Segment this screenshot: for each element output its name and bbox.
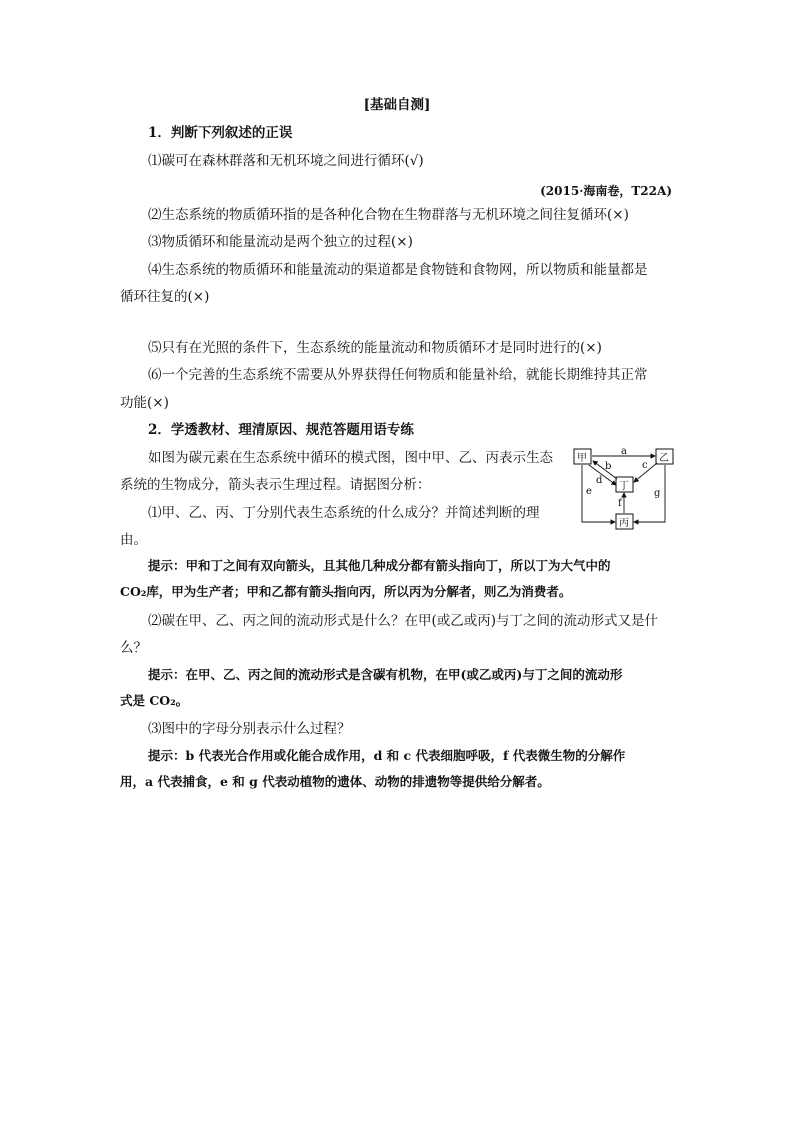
q2-sub2-line-2: 么？ xyxy=(120,640,147,656)
question-2-title: 2．学透教材、理清原因、规范答题用语专练 xyxy=(148,422,414,438)
hint-3-line-2: 用，a 代表捕食，e 和 g 代表动植物的遗体、动物的排遗物等提供给分解者。 xyxy=(120,774,550,789)
node-jia-label: 甲 xyxy=(577,453,587,464)
q2-sub1-line-2: 由。 xyxy=(120,532,147,548)
carbon-cycle-diagram xyxy=(572,446,676,538)
q1-item-6: ⑹一个完善的生态系统不需要从外界获得任何物质和能量补给，就能长期维持其正常 xyxy=(148,367,648,383)
q1-item-5: ⑸只有在光照的条件下，生态系统的能量流动和物质循环才是同时进行的(×) xyxy=(148,340,602,356)
node-ding-label: 丁 xyxy=(619,481,629,492)
hint-2-line-2: 式是 CO₂。 xyxy=(120,693,189,708)
hint-1-line-2: CO₂库，甲为生产者；甲和乙都有箭头指向丙，所以丙为分解者，则乙为消费者。 xyxy=(120,584,572,599)
edge-label-c: c xyxy=(642,460,648,471)
section-heading: [基础自测] xyxy=(363,97,431,113)
q2-sub2-line-1: ⑵碳在甲、乙、丙之间的流动形式是什么？在甲(或乙或丙)与丁之间的流动形式又是什 xyxy=(148,613,659,629)
edge-label-a: a xyxy=(621,446,627,457)
q2-sub3: ⑶图中的字母分别表示什么过程？ xyxy=(148,721,351,737)
q1-item-4: ⑷生态系统的物质循环和能量流动的渠道都是食物链和食物网，所以物质和能量都是 xyxy=(148,262,648,278)
hint-1-line-1: 提示：甲和丁之间有双向箭头，且其他几种成分都有箭头指向丁，所以丁为大气中的 xyxy=(148,558,611,573)
q2-intro-line-2: 系统的生物成分，箭头表示生理过程。请据图分析： xyxy=(120,477,431,493)
q2-sub1-line-1: ⑴甲、乙、丙、丁分别代表生态系统的什么成分？并简述判断的理 xyxy=(148,505,540,521)
q1-item-4-cont: 循环往复的(×) xyxy=(120,289,210,305)
edge-label-d: d xyxy=(596,475,603,486)
hint-3-line-1: 提示：b 代表光合作用或化能合成作用，d 和 c 代表细胞呼吸，f 代表微生物的分解作 xyxy=(148,748,626,763)
edge-label-g: g xyxy=(654,488,661,499)
q1-item-6-cont: 功能(×) xyxy=(120,395,169,411)
edge-label-f: f xyxy=(618,498,622,509)
edge-label-e: e xyxy=(586,486,592,497)
q2-intro-line-1: 如图为碳元素在生态系统中循环的模式图，图中甲、乙、丙表示生态 xyxy=(148,450,553,466)
question-1-title: 1．判断下列叙述的正误 xyxy=(148,125,293,141)
q1-item-1: ⑴碳可在森林群落和无机环境之间进行循环(√) xyxy=(148,153,424,169)
node-yi-label: 乙 xyxy=(659,453,669,464)
q1-item-3: ⑶物质循环和能量流动是两个独立的过程(×) xyxy=(148,234,413,250)
q1-item-2: ⑵生态系统的物质循环指的是各种化合物在生物群落与无机环境之间往复循环(×) xyxy=(148,207,629,223)
hint-2-line-1: 提示：在甲、乙、丙之间的流动形式是含碳有机物，在甲(或乙或丙)与丁之间的流动形 xyxy=(148,667,623,682)
edge-label-b: b xyxy=(605,461,612,472)
q1-source-citation: (2015·海南卷，T22A) xyxy=(540,184,672,198)
node-bing-label: 丙 xyxy=(619,518,629,529)
